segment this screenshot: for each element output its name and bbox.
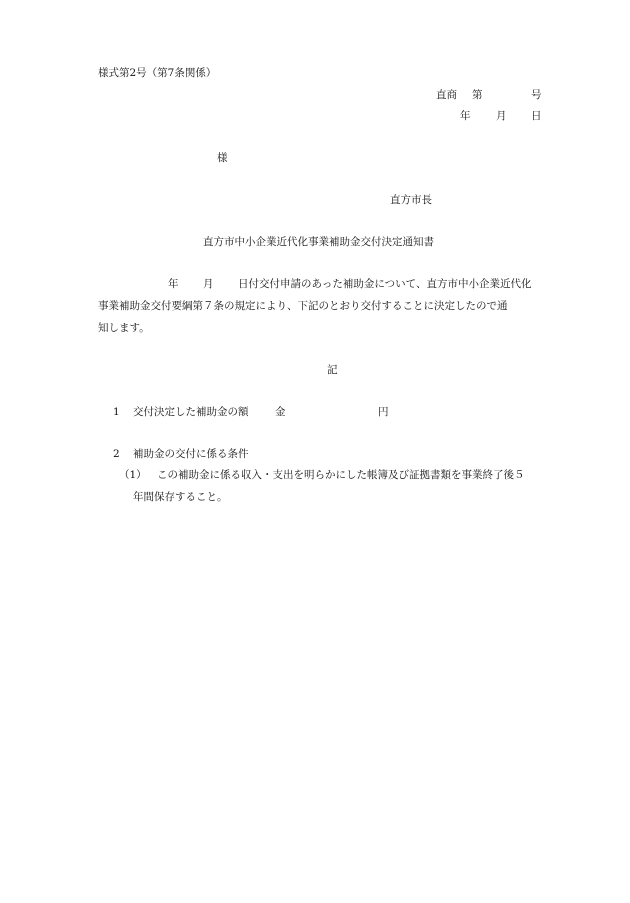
item-1-number: 1	[113, 406, 120, 418]
ki-heading: 記	[327, 364, 338, 376]
item-1-kin: 金	[275, 406, 286, 418]
item-2-label: 補助金の交付に係る条件	[133, 448, 249, 460]
condition-1-text-line-2: 年間保存すること。	[133, 491, 228, 503]
item-1-label: 交付決定した補助金の額	[133, 406, 249, 418]
body-year: 年	[168, 278, 179, 290]
document-number-row	[0, 90, 630, 102]
condition-1-line-1	[0, 470, 630, 482]
document-number-dai: 第	[472, 89, 483, 101]
document-number-go: 号	[531, 89, 542, 101]
body-line-2-text: 事業補助金交付要綱第７条の規定により、下記のとおり交付することに決定したので通	[98, 300, 508, 312]
issue-date-month: 月	[496, 110, 507, 122]
body-line-1-text: 日付交付申請のあった補助金について、直方市中小企業近代化	[238, 278, 532, 290]
item-2-number: 2	[113, 448, 120, 460]
body-paragraph-line-3	[0, 323, 630, 335]
document-title: 直方市中小企業近代化事業補助金交付決定通知書	[203, 236, 434, 248]
form-number: 様式第2号（第7条関係）	[98, 67, 217, 79]
issue-date-day: 日	[531, 110, 542, 122]
item-1-yen: 円	[378, 406, 389, 418]
body-month: 月	[203, 278, 214, 290]
issue-date-year: 年	[460, 110, 471, 122]
condition-1-number: （1）	[119, 469, 147, 481]
body-line-3-text: 知します。	[98, 322, 150, 334]
body-paragraph-line-2	[0, 301, 630, 313]
body-paragraph-line-1	[0, 279, 630, 291]
recipient-honorific: 様	[217, 152, 228, 164]
issue-date-row	[0, 111, 630, 123]
condition-1-text-line-1: この補助金に係る収入・支出を明らかにした帳簿及び証拠書類を事業終了後５	[157, 469, 525, 481]
document-number-prefix: 直商	[436, 89, 457, 101]
condition-1-line-2	[0, 492, 630, 504]
item-2-row	[0, 449, 630, 461]
item-1-row	[0, 407, 630, 419]
sender-name: 直方市長	[390, 194, 432, 206]
